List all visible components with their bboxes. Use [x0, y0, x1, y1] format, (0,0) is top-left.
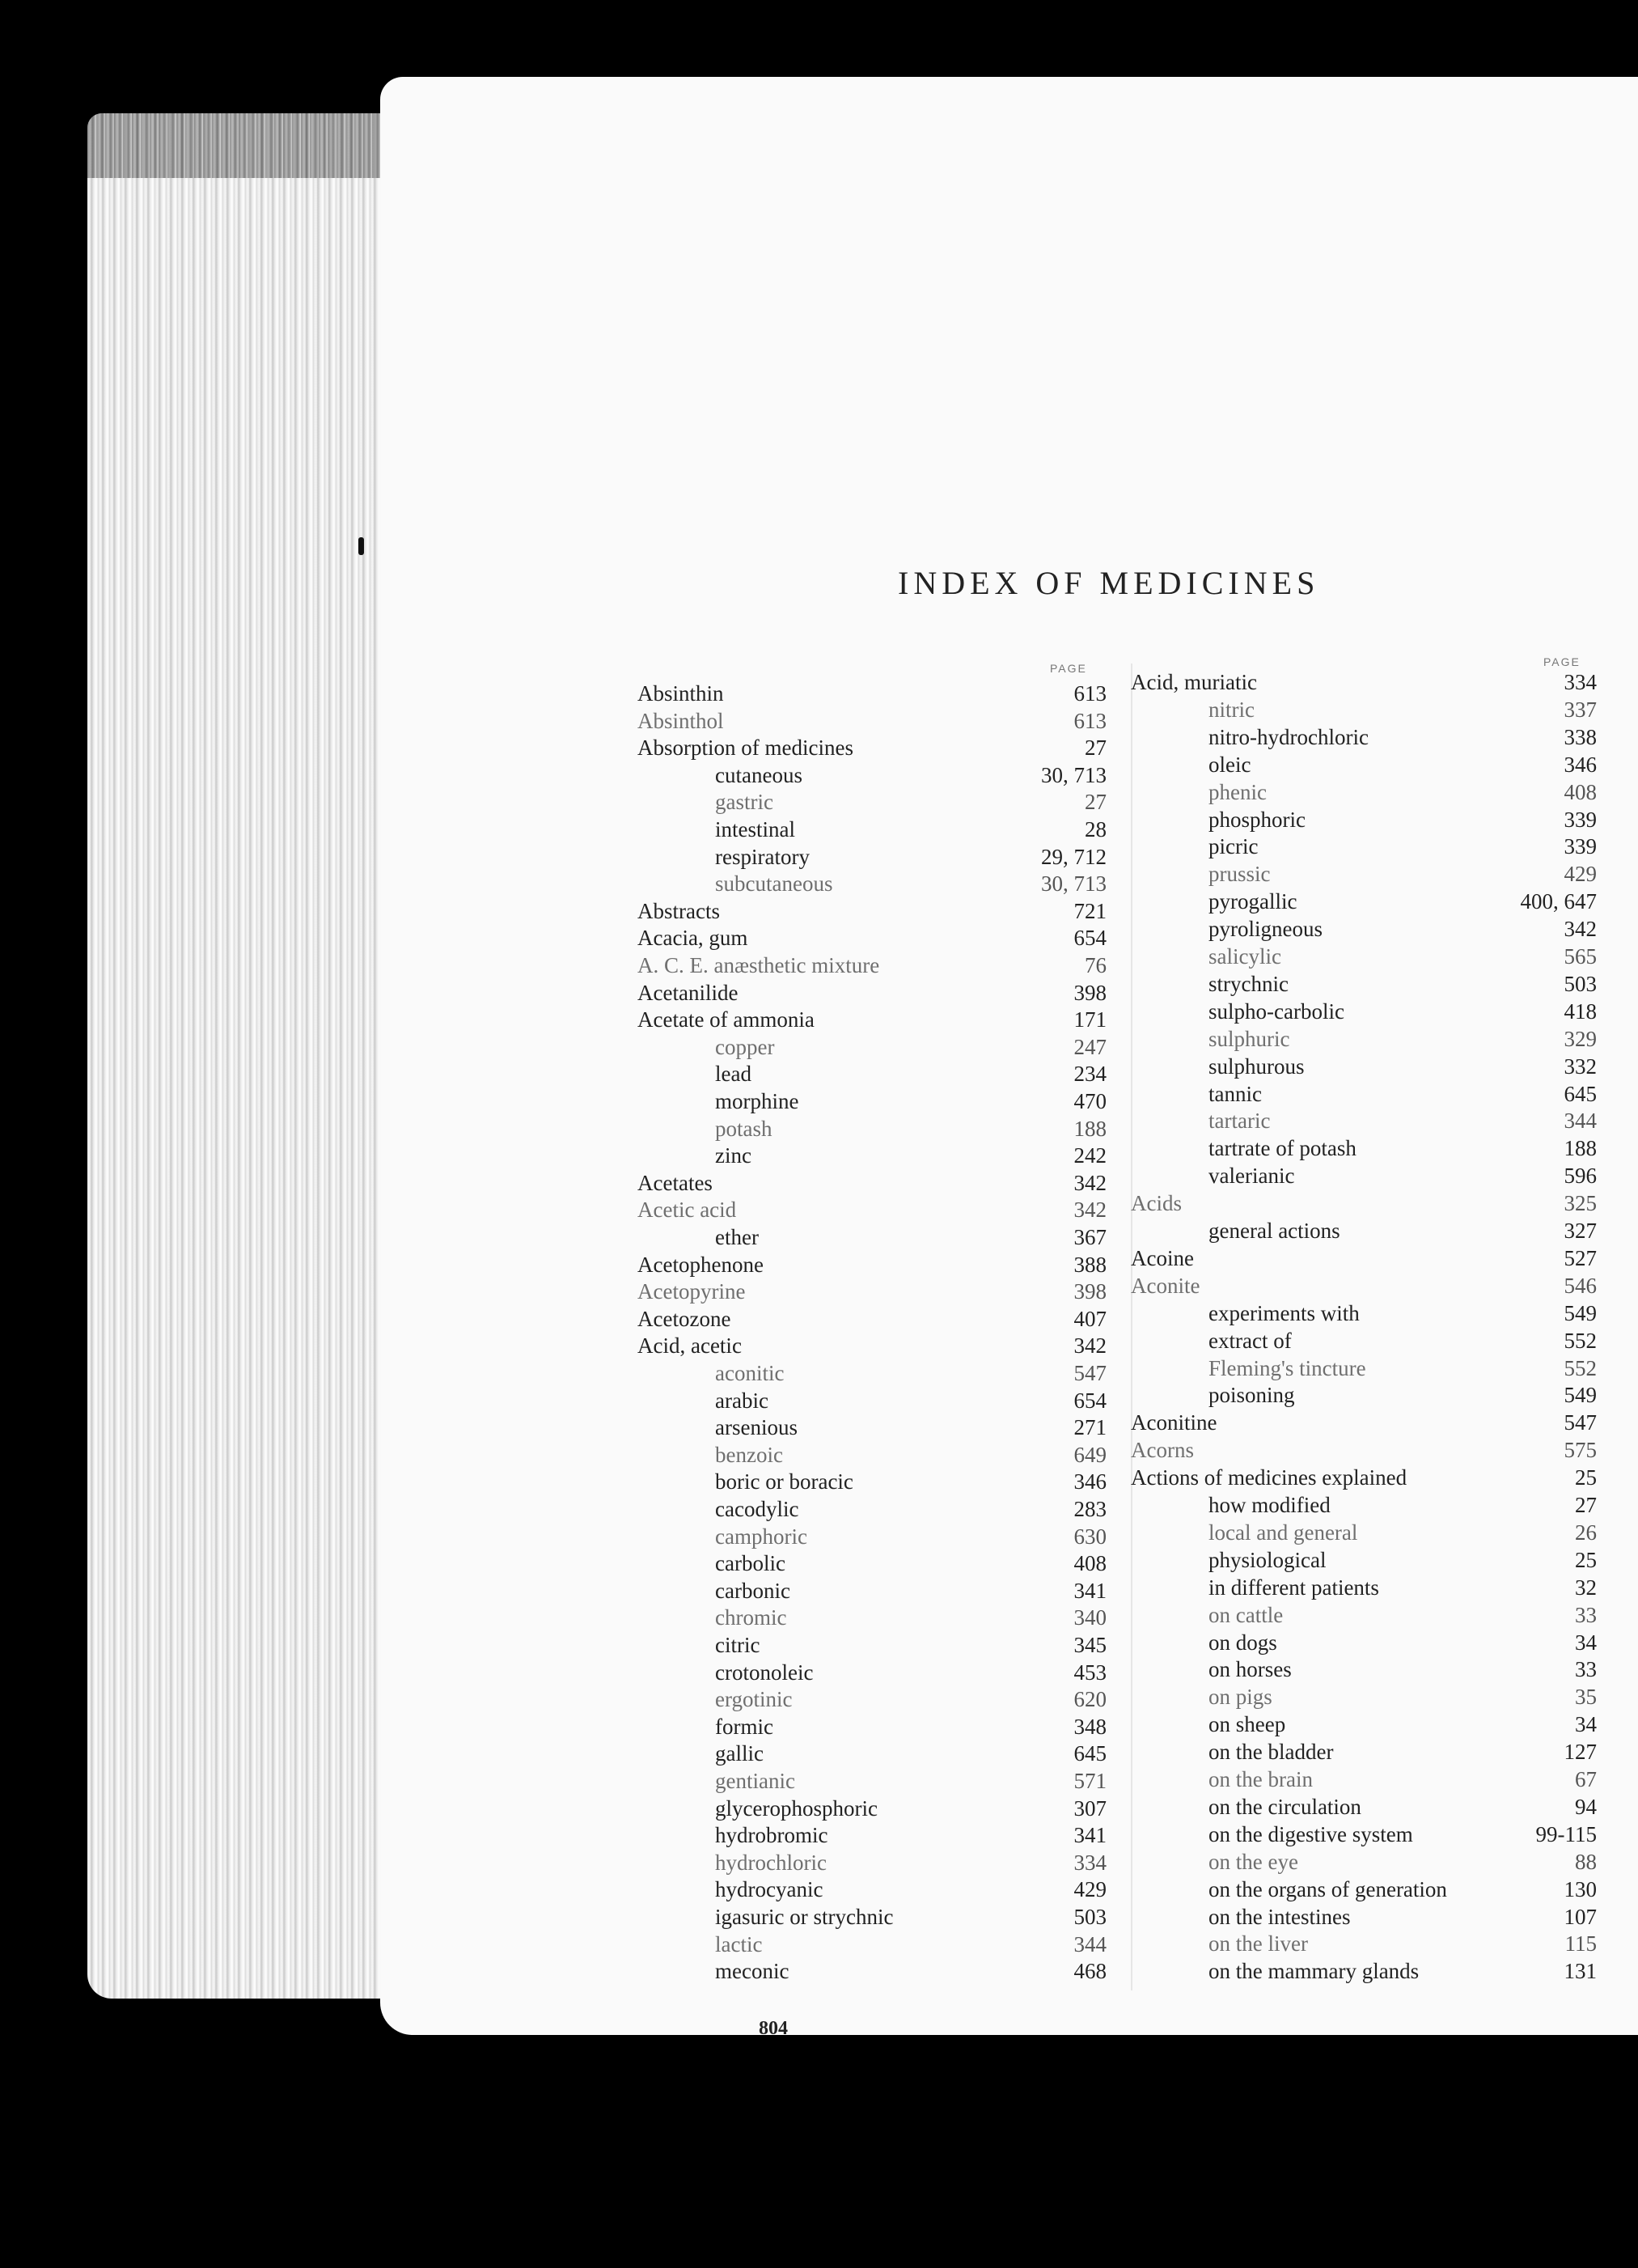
- index-term: cutaneous: [715, 762, 802, 787]
- index-term: gastric: [715, 790, 773, 815]
- index-entry: [637, 926, 1107, 953]
- index-page-number: 453: [1073, 1660, 1107, 1685]
- index-page-number: 418: [1564, 998, 1597, 1024]
- index-term: phenic: [1208, 779, 1267, 804]
- index-entry: [1131, 1740, 1597, 1767]
- index-entry: [1131, 1905, 1597, 1932]
- index-term: on cattle: [1208, 1602, 1284, 1627]
- index-page-number: 565: [1564, 944, 1597, 969]
- index-entry: [1131, 752, 1597, 780]
- index-entry: [637, 1633, 1107, 1660]
- index-entry: [637, 817, 1107, 845]
- index-entry: [637, 953, 1107, 981]
- index-entry: [637, 763, 1107, 791]
- index-page-number: 131: [1564, 1959, 1597, 1984]
- index-entry: [1131, 1850, 1597, 1877]
- index-entry: [637, 1333, 1107, 1361]
- index-page-number: 342: [1073, 1198, 1107, 1223]
- index-page-number: 32: [1575, 1575, 1597, 1600]
- index-entry: [637, 1579, 1107, 1606]
- index-term: respiratory: [715, 844, 810, 869]
- index-page-number: 346: [1564, 752, 1597, 777]
- index-entry: [637, 981, 1107, 1008]
- index-entry: [1131, 1959, 1597, 1986]
- index-page-number: 342: [1073, 1333, 1107, 1359]
- index-entry: [637, 1143, 1107, 1171]
- index-term: hydrochloric: [715, 1850, 827, 1875]
- index-page-number: 107: [1564, 1904, 1597, 1929]
- index-entry: [1131, 889, 1597, 917]
- index-page-number: 620: [1073, 1687, 1107, 1712]
- index-term: Acid, muriatic: [1131, 670, 1257, 694]
- index-term: Aconite: [1131, 1273, 1200, 1298]
- index-entry: [1131, 1822, 1597, 1850]
- index-term: copper: [715, 1034, 775, 1059]
- index-entry: [1131, 1630, 1597, 1658]
- index-term: on dogs: [1208, 1630, 1277, 1655]
- index-page-number: 234: [1073, 1062, 1107, 1087]
- index-term: sulphurous: [1208, 1053, 1305, 1079]
- index-entry: [1131, 1274, 1597, 1301]
- index-page-number: 34: [1575, 1630, 1597, 1655]
- index-page-number: 247: [1073, 1034, 1107, 1059]
- index-term: boric or boracic: [715, 1469, 853, 1494]
- index-term: meconic: [715, 1959, 789, 1984]
- index-page-number: 468: [1073, 1959, 1107, 1984]
- index-entry: [1131, 1465, 1597, 1493]
- index-term: ergotinic: [715, 1687, 793, 1712]
- index-page-number: 654: [1073, 926, 1107, 951]
- index-term: tannic: [1208, 1081, 1262, 1106]
- index-entry: [637, 845, 1107, 872]
- index-term: intestinal: [715, 817, 795, 841]
- index-page-number: 35: [1575, 1685, 1597, 1710]
- index-entry: [1131, 1301, 1597, 1329]
- index-entry: [1131, 834, 1597, 862]
- index-page-number: 99-115: [1535, 1821, 1597, 1846]
- index-page-number: 115: [1564, 1931, 1597, 1956]
- index-entry: [1131, 697, 1597, 725]
- index-term: strychnic: [1208, 971, 1289, 996]
- index-entry: [637, 1388, 1107, 1416]
- index-page-number: 549: [1564, 1300, 1597, 1325]
- index-page-number: 429: [1564, 862, 1597, 887]
- index-page-number: 338: [1564, 724, 1597, 749]
- page-number: 804: [759, 2018, 788, 2039]
- index-term: Acetopyrine: [637, 1279, 746, 1304]
- index-page-number: 327: [1564, 1219, 1597, 1243]
- index-page-number: 334: [1564, 670, 1597, 694]
- index-term: on the intestines: [1208, 1904, 1351, 1929]
- index-term: tartaric: [1208, 1109, 1271, 1134]
- index-entry: [637, 1687, 1107, 1715]
- index-page-number: 171: [1073, 1007, 1107, 1032]
- index-term: picric: [1208, 834, 1259, 859]
- index-entry: [1131, 808, 1597, 835]
- index-term: Acetozone: [637, 1306, 731, 1331]
- index-entry: [637, 1905, 1107, 1932]
- index-entry: [1131, 1109, 1597, 1136]
- index-page-number: 398: [1073, 980, 1107, 1005]
- index-term: Acetanilide: [637, 980, 739, 1005]
- index-entry: [1131, 1548, 1597, 1575]
- index-page-number: 503: [1564, 971, 1597, 996]
- index-entry: [637, 1035, 1107, 1062]
- index-page-number: 34: [1575, 1712, 1597, 1737]
- index-term: aconitic: [715, 1361, 785, 1385]
- index-entry: [1131, 1520, 1597, 1548]
- index-term: arsenious: [715, 1415, 798, 1440]
- index-page-number: 88: [1575, 1849, 1597, 1874]
- index-term: glycerophosphoric: [715, 1795, 878, 1821]
- index-term: on the organs of generation: [1208, 1876, 1447, 1901]
- index-page-number: 25: [1575, 1465, 1597, 1490]
- index-page-number: 649: [1073, 1442, 1107, 1467]
- index-entry: [1131, 1712, 1597, 1740]
- index-term: camphoric: [715, 1524, 807, 1549]
- index-entry: [637, 1932, 1107, 1960]
- index-term: valerianic: [1208, 1164, 1295, 1189]
- page-title: INDEX OF MEDICINES: [898, 565, 1320, 601]
- index-entry: [637, 1877, 1107, 1905]
- index-page-number: 341: [1073, 1823, 1107, 1848]
- index-page-number: 340: [1073, 1605, 1107, 1630]
- index-entry: [637, 1796, 1107, 1824]
- index-page-number: 342: [1564, 917, 1597, 942]
- index-term: Absinthin: [637, 681, 724, 706]
- index-term: subcutaneous: [715, 871, 833, 897]
- index-term: Acetates: [637, 1170, 713, 1195]
- index-term: phosphoric: [1208, 807, 1306, 832]
- index-term: Acoine: [1131, 1245, 1194, 1270]
- book-page-edges: [87, 113, 403, 1999]
- index-page-number: 130: [1564, 1876, 1597, 1901]
- index-page-number: 348: [1073, 1714, 1107, 1739]
- index-page-number: 344: [1073, 1931, 1107, 1956]
- index-entry: [637, 1062, 1107, 1089]
- index-entry: [637, 1415, 1107, 1443]
- index-term: Aconitine: [1131, 1410, 1217, 1435]
- index-page-number: 127: [1564, 1740, 1597, 1765]
- index-entry: [637, 1660, 1107, 1688]
- index-page-number: 27: [1085, 736, 1107, 761]
- index-term: extract of: [1208, 1328, 1292, 1353]
- index-page-number: 332: [1564, 1053, 1597, 1079]
- index-term: ether: [715, 1225, 759, 1249]
- index-page-number: 329: [1564, 1026, 1597, 1051]
- index-term: on sheep: [1208, 1712, 1286, 1737]
- index-term: on the eye: [1208, 1849, 1298, 1874]
- index-page-number: 429: [1073, 1877, 1107, 1902]
- index-term: Absorption of medicines: [637, 736, 853, 761]
- index-term: Fleming's tincture: [1208, 1355, 1366, 1380]
- index-page-number: 188: [1073, 1116, 1107, 1141]
- index-page-number: 407: [1073, 1306, 1107, 1331]
- index-page-number: 613: [1073, 681, 1107, 706]
- index-page-number: 25: [1575, 1547, 1597, 1572]
- index-term: on the bladder: [1208, 1740, 1334, 1765]
- index-term: chromic: [715, 1605, 787, 1630]
- index-term: in different patients: [1208, 1575, 1379, 1600]
- index-entry: [1131, 780, 1597, 808]
- index-page-number: 283: [1073, 1497, 1107, 1521]
- index-term: on the brain: [1208, 1767, 1313, 1791]
- index-term: A. C. E. anæsthetic mixture: [637, 953, 880, 977]
- index-entry: [637, 1959, 1107, 1986]
- index-page-number: 188: [1564, 1136, 1597, 1161]
- index-term: Acetic acid: [637, 1198, 737, 1223]
- index-page-number: 94: [1575, 1794, 1597, 1819]
- index-page-number: 29, 712: [1041, 844, 1107, 869]
- index-page-number: 547: [1564, 1410, 1597, 1435]
- index-page-number: 345: [1073, 1633, 1107, 1657]
- index-term: nitro-hydrochloric: [1208, 724, 1369, 749]
- index-term: Actions of medicines explained: [1131, 1465, 1407, 1490]
- index-page-number: 546: [1564, 1273, 1597, 1298]
- index-entry: [1131, 972, 1597, 999]
- index-term: Acorns: [1131, 1438, 1194, 1463]
- index-page-number: 325: [1564, 1191, 1597, 1216]
- index-term: Acids: [1131, 1191, 1182, 1216]
- index-term: on horses: [1208, 1657, 1292, 1682]
- index-entry: [1131, 725, 1597, 752]
- index-term: experiments with: [1208, 1300, 1360, 1325]
- index-entry: [637, 1225, 1107, 1253]
- index-entry: [1131, 1767, 1597, 1795]
- index-term: Absinthol: [637, 708, 724, 733]
- index-term: zinc: [715, 1143, 751, 1168]
- index-page-number: 645: [1073, 1741, 1107, 1766]
- index-page-number: 388: [1073, 1252, 1107, 1277]
- index-page-number: 30, 713: [1041, 871, 1107, 897]
- index-page-number: 527: [1564, 1245, 1597, 1270]
- index-term: Acacia, gum: [637, 926, 748, 951]
- index-entry: [637, 1469, 1107, 1497]
- index-page-number: 346: [1073, 1469, 1107, 1494]
- index-entry: [637, 899, 1107, 926]
- index-entry: [1131, 1410, 1597, 1438]
- index-page-number: 344: [1564, 1109, 1597, 1134]
- index-page-number: 645: [1564, 1081, 1597, 1106]
- index-entry: [1131, 1136, 1597, 1164]
- index-page-number: 552: [1564, 1328, 1597, 1353]
- index-entry: [637, 1307, 1107, 1334]
- index-entry: [1131, 1657, 1597, 1685]
- index-entry: [637, 1279, 1107, 1307]
- index-term: Abstracts: [637, 898, 720, 923]
- index-entry: [1131, 1383, 1597, 1410]
- index-entry: [637, 1443, 1107, 1470]
- index-entry: [1131, 1027, 1597, 1054]
- index-term: crotonoleic: [715, 1660, 814, 1685]
- index-page-number: 33: [1575, 1602, 1597, 1627]
- index-term: on the mammary glands: [1208, 1959, 1420, 1984]
- index-term: arabic: [715, 1388, 768, 1413]
- index-page-number: 339: [1564, 807, 1597, 832]
- index-entry: [637, 1171, 1107, 1198]
- index-term: carbonic: [715, 1578, 790, 1603]
- index-page-number: 630: [1073, 1524, 1107, 1549]
- index-page-number: 400, 647: [1520, 889, 1597, 914]
- index-page-number: 367: [1073, 1225, 1107, 1249]
- index-page-number: 549: [1564, 1383, 1597, 1408]
- index-entry: [1131, 999, 1597, 1027]
- index-term: Acid, acetic: [637, 1333, 742, 1359]
- index-page-number: 30, 713: [1041, 762, 1107, 787]
- index-term: lactic: [715, 1931, 763, 1956]
- index-page-number: 575: [1564, 1438, 1597, 1463]
- index-entry: [637, 1497, 1107, 1524]
- index-term: citric: [715, 1633, 760, 1657]
- index-page-number: 339: [1564, 834, 1597, 859]
- index-term: oleic: [1208, 752, 1251, 777]
- index-entry: [1131, 1329, 1597, 1356]
- index-entry: [637, 709, 1107, 736]
- index-term: hydrobromic: [715, 1823, 828, 1848]
- index-term: Acetophenone: [637, 1252, 764, 1277]
- index-page-number: 307: [1073, 1795, 1107, 1821]
- right-page-header: PAGE: [1543, 655, 1581, 668]
- index-entry: [1131, 1191, 1597, 1219]
- index-page-number: 503: [1073, 1905, 1107, 1929]
- index-page-number: 613: [1073, 708, 1107, 733]
- index-term: how modified: [1208, 1493, 1331, 1517]
- index-entry: [637, 1007, 1107, 1035]
- index-page-number: 76: [1085, 953, 1107, 977]
- index-term: prussic: [1208, 862, 1271, 887]
- index-page-number: 334: [1073, 1850, 1107, 1875]
- index-term: igasuric or strychnic: [715, 1905, 894, 1929]
- index-term: lead: [715, 1062, 751, 1087]
- index-entry: [637, 1605, 1107, 1633]
- index-entry: [1131, 670, 1597, 697]
- index-term: on pigs: [1208, 1685, 1272, 1710]
- index-entry: [637, 1823, 1107, 1850]
- index-term: on the digestive system: [1208, 1821, 1413, 1846]
- index-page-number: 596: [1564, 1164, 1597, 1189]
- index-entry: [637, 1089, 1107, 1117]
- index-page-number: 271: [1073, 1415, 1107, 1440]
- index-term: salicylic: [1208, 944, 1281, 969]
- index-term: gallic: [715, 1741, 764, 1766]
- index-page-number: 408: [1564, 779, 1597, 804]
- index-term: gentianic: [715, 1769, 795, 1793]
- index-entry: [1131, 944, 1597, 972]
- index-page-number: 470: [1073, 1089, 1107, 1113]
- index-page-number: 26: [1575, 1520, 1597, 1545]
- index-term: morphine: [715, 1089, 799, 1113]
- index-entry: [637, 1117, 1107, 1144]
- index-entry: [1131, 1931, 1597, 1959]
- index-page-number: 342: [1073, 1170, 1107, 1195]
- index-entry: [1131, 1493, 1597, 1520]
- index-entry: [1131, 1685, 1597, 1712]
- index-entry: [637, 1253, 1107, 1280]
- index-term: tartrate of potash: [1208, 1136, 1357, 1161]
- index-entry: [1131, 1164, 1597, 1191]
- index-term: benzoic: [715, 1442, 783, 1467]
- index-term: poisoning: [1208, 1383, 1295, 1408]
- index-entry: [1131, 1877, 1597, 1905]
- index-page-number: 341: [1073, 1578, 1107, 1603]
- index-page-number: 28: [1085, 817, 1107, 841]
- index-entry: [637, 871, 1107, 899]
- index-term: hydrocyanic: [715, 1877, 823, 1902]
- index-entry: [1131, 1082, 1597, 1109]
- index-page-number: 721: [1073, 898, 1107, 923]
- index-entry: [637, 681, 1107, 709]
- index-entry: [1131, 1219, 1597, 1246]
- index-page-number: 33: [1575, 1657, 1597, 1682]
- index-term: sulpho-carbolic: [1208, 998, 1344, 1024]
- index-page-number: 67: [1575, 1767, 1597, 1791]
- index-entry: [1131, 1054, 1597, 1082]
- index-page-number: 547: [1073, 1361, 1107, 1385]
- index-page-number: 654: [1073, 1388, 1107, 1413]
- index-term: Acetate of ammonia: [637, 1007, 815, 1032]
- index-term: nitric: [1208, 697, 1255, 722]
- index-entry: [637, 1524, 1107, 1552]
- index-page-number: 27: [1085, 790, 1107, 815]
- index-entry: [637, 1715, 1107, 1742]
- index-page-number: 242: [1073, 1143, 1107, 1168]
- index-entry: [637, 790, 1107, 817]
- index-entry: [637, 1361, 1107, 1388]
- index-term: formic: [715, 1714, 773, 1739]
- index-entry: [637, 736, 1107, 763]
- index-term: general actions: [1208, 1219, 1340, 1243]
- index-term: on the circulation: [1208, 1794, 1361, 1819]
- index-entry: [637, 1198, 1107, 1225]
- index-term: sulphuric: [1208, 1026, 1290, 1051]
- index-entry: [637, 1769, 1107, 1796]
- index-entry: [1131, 1795, 1597, 1822]
- index-entry: [1131, 862, 1597, 889]
- index-page-number: 552: [1564, 1355, 1597, 1380]
- index-entry: [1131, 917, 1597, 944]
- index-page-number: 27: [1575, 1493, 1597, 1517]
- index-term: local and general: [1208, 1520, 1358, 1545]
- index-entry: [637, 1850, 1107, 1878]
- index-term: carbolic: [715, 1551, 785, 1576]
- index-term: potash: [715, 1116, 772, 1141]
- index-entry: [637, 1741, 1107, 1769]
- index-term: pyrogallic: [1208, 889, 1297, 914]
- index-entry: [1131, 1603, 1597, 1630]
- index-term: cacodylic: [715, 1497, 799, 1521]
- index-page-number: 398: [1073, 1279, 1107, 1304]
- index-page-number: 408: [1073, 1551, 1107, 1576]
- index-term: pyroligneous: [1208, 917, 1323, 942]
- index-term: physiological: [1208, 1547, 1327, 1572]
- left-page-header: PAGE: [1050, 662, 1087, 675]
- index-entry: [1131, 1246, 1597, 1274]
- index-entry: [1131, 1438, 1597, 1465]
- index-entry: [637, 1551, 1107, 1579]
- index-term: on the liver: [1208, 1931, 1308, 1956]
- index-page-number: 571: [1073, 1769, 1107, 1793]
- index-entry: [1131, 1575, 1597, 1603]
- index-page-number: 337: [1564, 697, 1597, 722]
- index-entry: [1131, 1356, 1597, 1384]
- ink-mark: [358, 537, 364, 555]
